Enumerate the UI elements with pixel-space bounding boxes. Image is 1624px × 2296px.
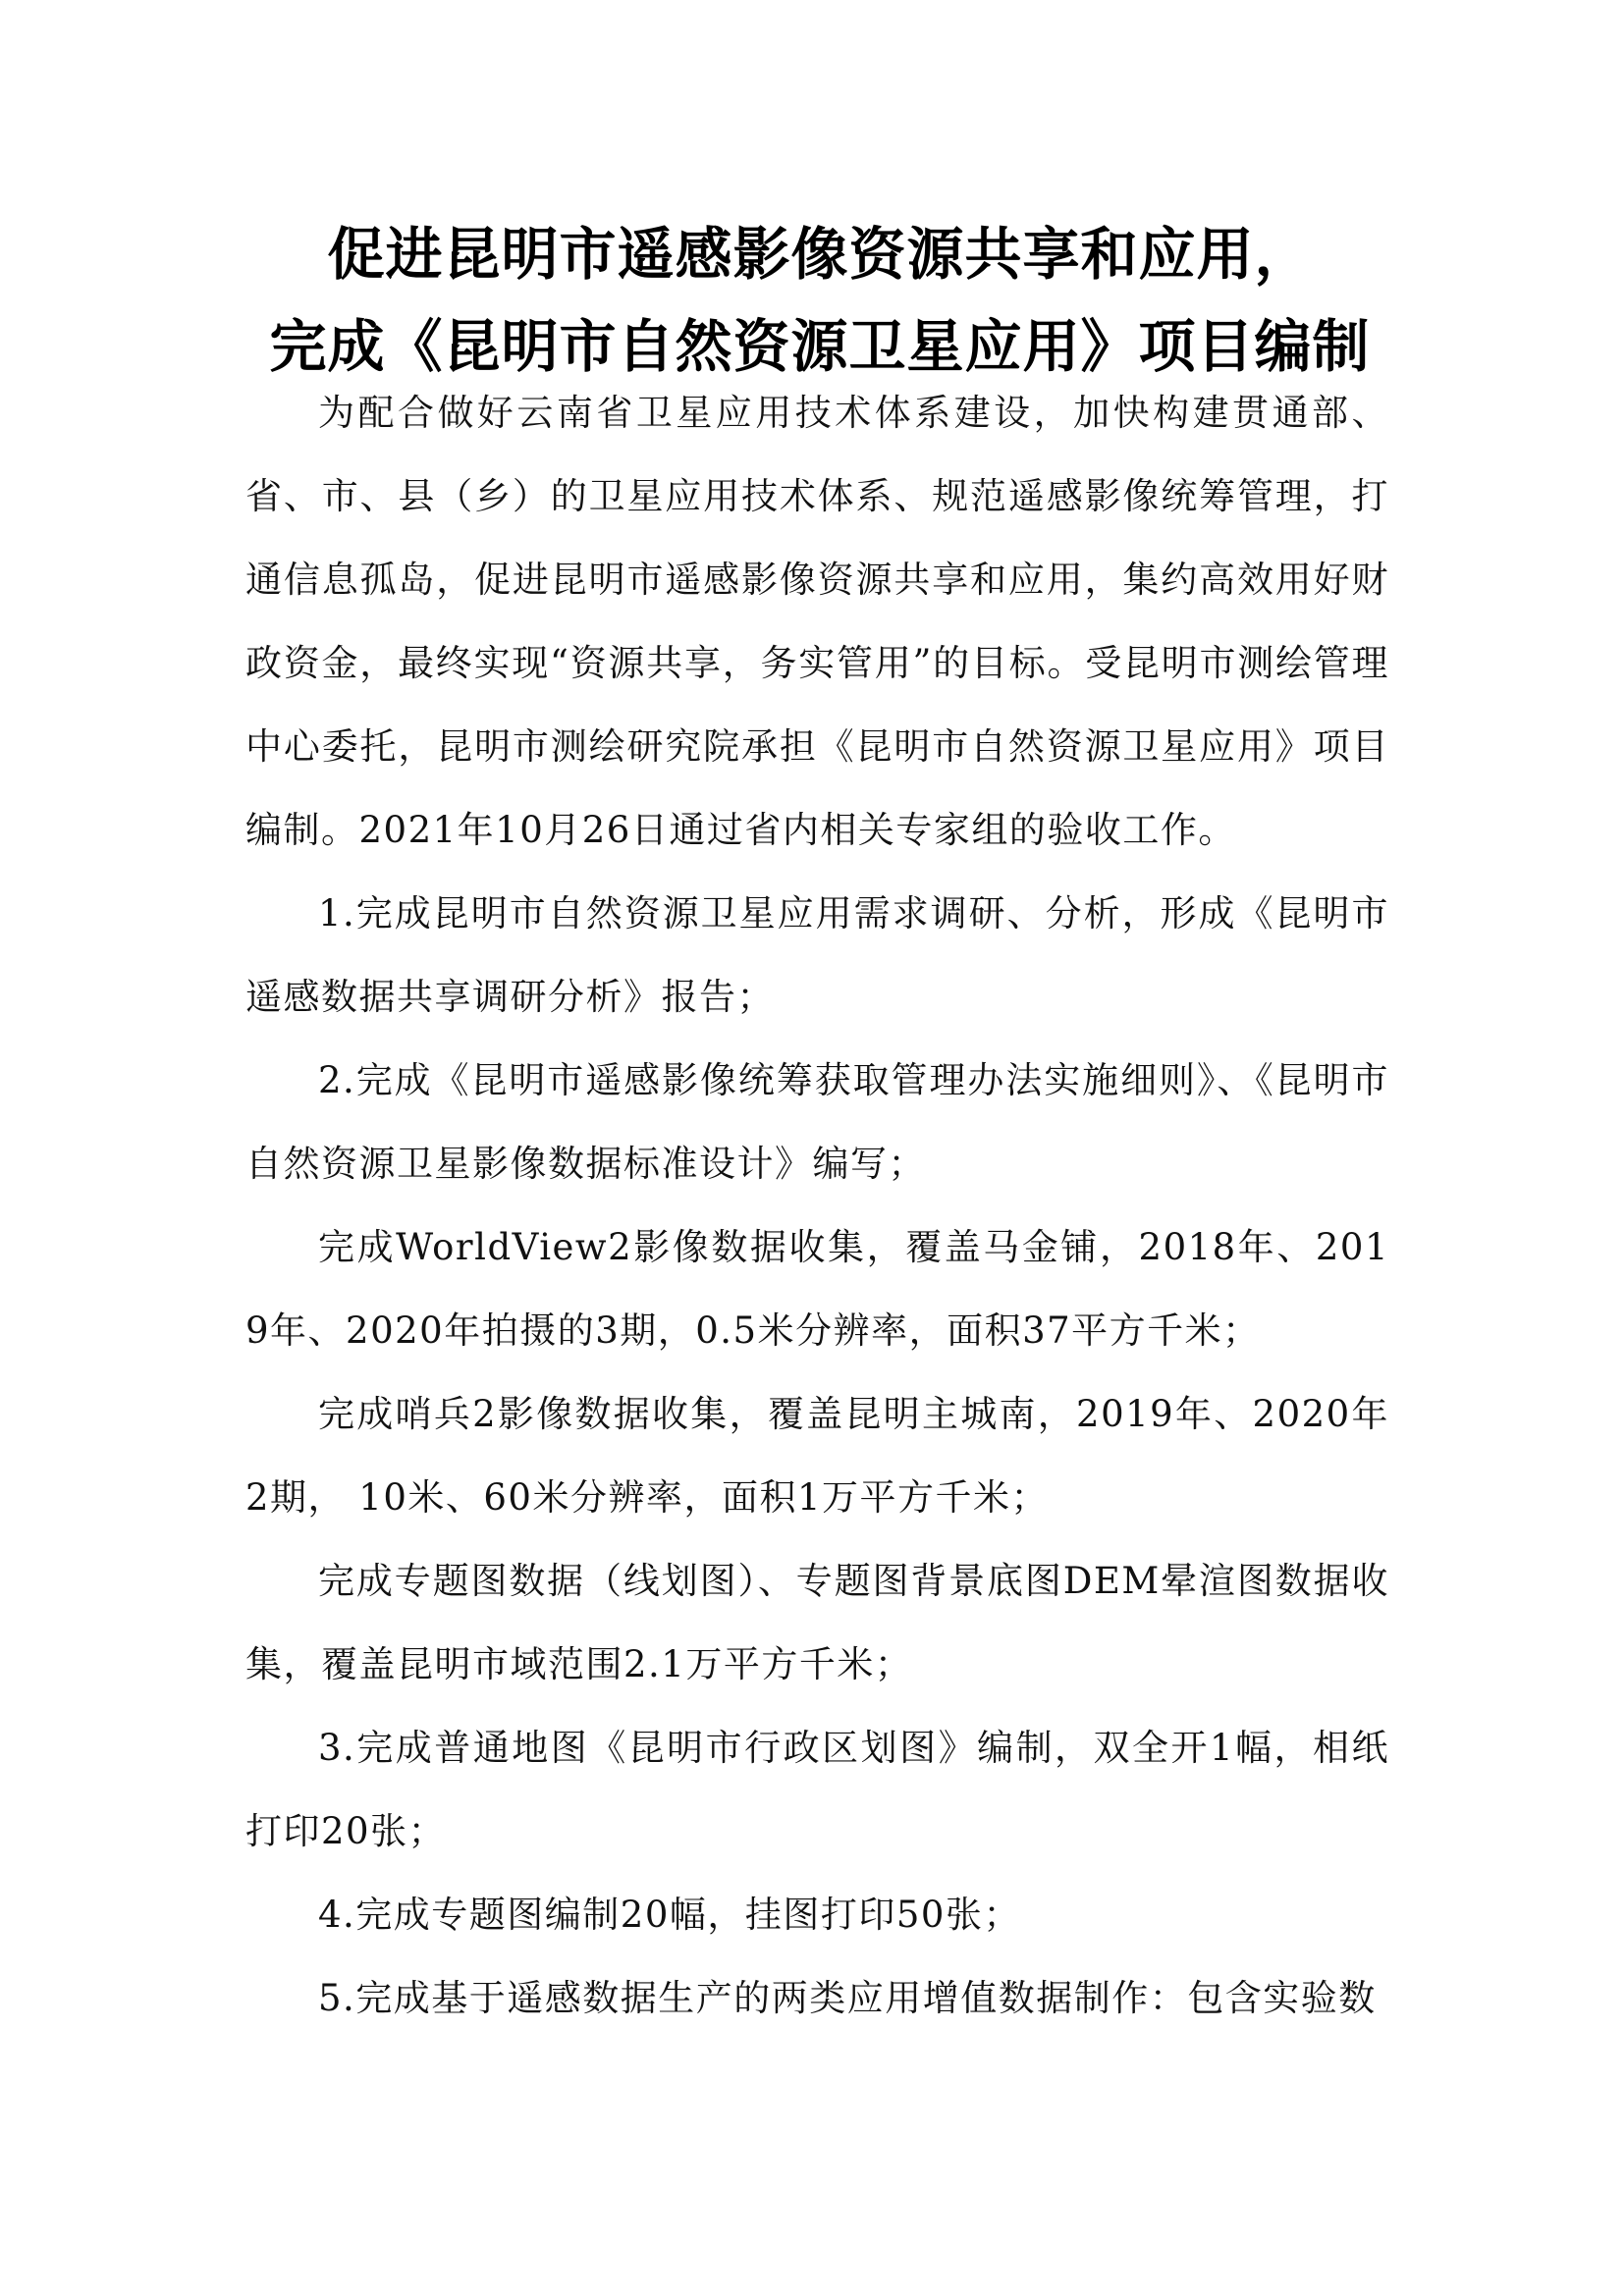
title-line-2: 完成《昆明市自然资源卫星应用》项目编制 xyxy=(269,313,1371,380)
title-line-1: 促进昆明市遥感影像资源共享和应用， xyxy=(327,221,1313,288)
worldview2-paragraph: 完成WorldView2影像数据收集，覆盖马金铺，2018年、2019年、2020年拍摄的3期，0.5米分辨率，面积37平方千米； xyxy=(245,1226,1389,1352)
sentinel2-paragraph: 完成哨兵2影像数据收集，覆盖昆明主城南，2019年、2020年2期， 10米、60米分辨率，面积1万平方千米； xyxy=(245,1393,1389,1519)
document-body xyxy=(245,371,1389,2040)
item-4-paragraph: 4.完成专题图编制20幅，挂图打印50张； xyxy=(318,1894,1021,1936)
item-3-paragraph: 3.完成普通地图《昆明市行政区划图》编制，双全开1幅，相纸打印20张； xyxy=(245,1727,1389,1852)
document-title xyxy=(245,208,1394,393)
item-2-paragraph: 2.完成《昆明市遥感影像统筹获取管理办法实施细则》、《昆明市自然资源卫星影像数据标准设计》编写； xyxy=(245,1059,1389,1185)
thematic-data-paragraph: 完成专题图数据（线划图）、专题图背景底图DEM晕渲图数据收集，覆盖昆明市域范围2.1万平方千米； xyxy=(245,1560,1389,1685)
intro-paragraph: 为配合做好云南省卫星应用技术体系建设，加快构建贯通部、省、市、县（乡）的卫星应用技术体系、规范遥感影像统筹管理，打通信息孤岛，促进昆明市遥感影像资源共享和应用，集约高效用好财政资金，最终实现“资源共享，务实管用”的目标。受昆明市测绘管理中心委托，昆明市测绘研究院承担《昆明市自然资源卫星应用》项目编制。2021年10月26日通过省内相关专家组的验收工作。 xyxy=(245,392,1389,851)
item-5-paragraph: 5.完成基于遥感数据生产的两类应用增值数据制作：包含实验数 xyxy=(318,1977,1377,2019)
item-1-paragraph: 1.完成昆明市自然资源卫星应用需求调研、分析，形成《昆明市遥感数据共享调研分析》报告； xyxy=(245,892,1389,1018)
